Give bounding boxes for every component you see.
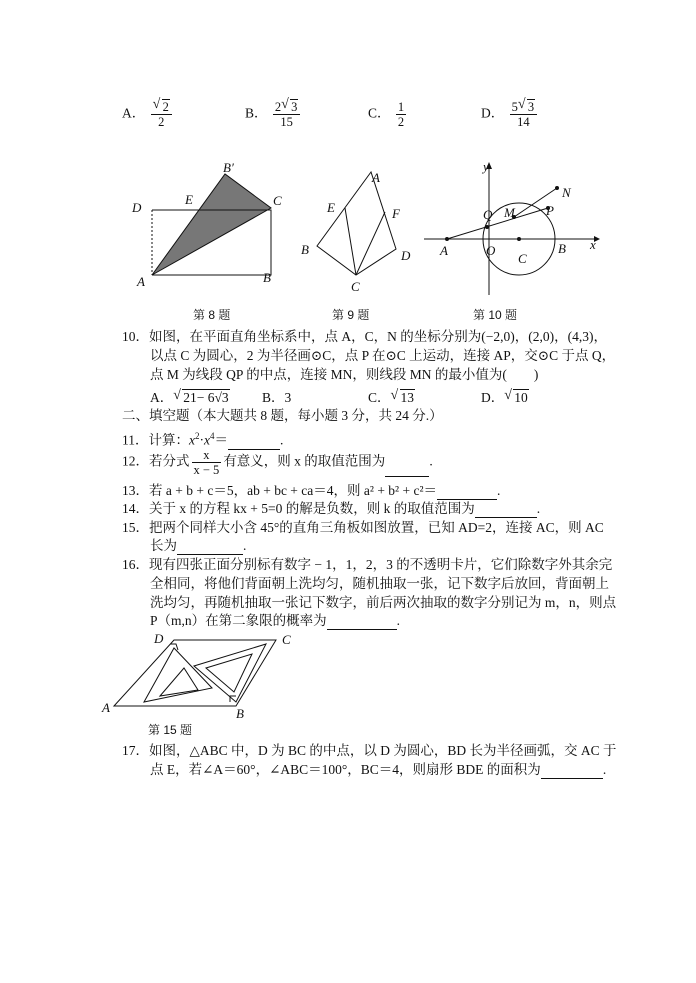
q17-line-1: 17．如图，△ABC 中，D 为 BC 的中点，以 D 为圆心，BD 长为半径画弧，交 AC 于 — [122, 743, 617, 758]
fig10-label-x: x — [590, 237, 596, 252]
q13-answer-blank[interactable] — [437, 485, 497, 500]
fig10-label-y: y — [483, 159, 489, 174]
fig8-label-d: D — [132, 200, 142, 215]
fig9-label-f: F — [392, 206, 400, 221]
fig10-point-n — [555, 186, 559, 190]
q16-line-4: P（m,n）在第二象限的概率为 . — [150, 613, 401, 628]
fig15-parallelogram — [114, 640, 276, 706]
q11: 11．计算：$x^2\cdot x^4=$ . — [122, 431, 284, 448]
q10-option-d: D． √ 10 — [481, 388, 528, 405]
fig9-quadrilateral — [317, 172, 396, 275]
figure-9 — [295, 160, 425, 295]
fig9-label-b: B — [301, 242, 309, 257]
fig9-label-c: C — [351, 279, 360, 294]
fig10-point-q — [485, 225, 489, 229]
figure-15 — [98, 630, 298, 722]
q17-answer-blank[interactable] — [541, 764, 603, 779]
fig10-caption: 第 10 题 — [473, 308, 518, 322]
q14: 14．关于 x 的方程 kx + 5=0 的解是负数，则 k 的取值范围为 . — [122, 501, 541, 516]
fig10-label-c: C — [518, 251, 527, 266]
fig8-label-a: A — [137, 274, 145, 289]
fig15-label-d: D — [154, 631, 164, 646]
q15-line-2: 长为 . — [150, 538, 247, 553]
fig15-right-angle-mark-d — [170, 644, 178, 650]
q14-answer-blank[interactable] — [475, 503, 537, 518]
q10-line-1: 10．如图，在平面直角坐标系中，点 A，C，N 的坐标分别为(−2,0)，(2,0)，(4,3)， — [122, 329, 607, 344]
fig9-label-a: A — [372, 170, 380, 185]
q9-option-a: A． √ 2 2 — [122, 100, 174, 129]
fig9-label-d: D — [401, 248, 411, 263]
fig9-label-e: E — [327, 200, 335, 215]
q16-line-2: 全相同，将他们背面朝上洗均匀，随机抽取一张，记下数字后放回，背面朝上 — [150, 576, 609, 591]
q16-line-1: 16．现有四张正面分别标有数字 − 1，1，2，3 的不透明卡片，它们除数字外其余完 — [122, 557, 613, 572]
figure-8 — [120, 158, 295, 293]
q10-option-c: C． √ 13 — [368, 388, 415, 405]
figure-10 — [418, 155, 603, 300]
q16-answer-blank[interactable] — [327, 615, 397, 630]
fig8-label-b: B — [263, 270, 271, 285]
q10-option-a: A． √ 21− 6√3 — [150, 388, 229, 405]
q17-line-2: 点 E，若∠A＝60°，∠ABC＝100°，BC＝4，则扇形 BDE 的面积为 . — [150, 762, 607, 777]
fig10-label-q: Q — [483, 207, 493, 222]
q12: 12．若分式 $\frac{x}{x - 5}$ 有意义，则 x 的取值范围为 . — [122, 448, 433, 477]
fig8-shaded-triangle — [152, 174, 271, 275]
fig8-label-bprime: B′ — [223, 160, 234, 175]
fig10-label-p: P — [546, 203, 554, 218]
fig9-caption: 第 9 题 — [332, 308, 370, 322]
fig15-inner-triangle-2 — [206, 654, 252, 692]
section-2-heading: 二、填空题（本大题共 8 题，每小题 3 分，共 24 分.） — [122, 408, 443, 423]
q9-option-c: C． $\frac{1}{2}$ — [368, 100, 405, 129]
fig10-line-ap — [447, 208, 548, 239]
q13: 13．若 a + b + c＝5，ab + bc + ca＝4，则 a² + b² + c²＝ . — [122, 483, 501, 498]
fig10-point-c — [517, 237, 521, 241]
fig9-line-ec — [345, 208, 356, 275]
q10-line-2: 以点 C 为圆心，2 为半径画⊙C，点 P 在⊙C 上运动，连接 AP，交⊙C 于点 Q， — [150, 348, 616, 363]
q9-option-b: B． 2 √ 3 15 — [245, 100, 302, 129]
fig10-label-o: O — [486, 243, 496, 258]
q15-line-1: 15．把两个同样大小含 45°的直角三角板如图放置，已知 AD=2，连接 AC，则 AC — [122, 520, 604, 535]
q16-line-3: 洗均匀，再随机抽取一张记下数字，前后两次抽取的数字分别记为 m，n，则点 — [150, 595, 617, 610]
fig10-label-a: A — [440, 243, 448, 258]
q15-answer-blank[interactable] — [177, 540, 243, 555]
fig10-label-b: B — [558, 241, 566, 256]
fig10-point-a — [445, 237, 449, 241]
fig8-label-c: C — [273, 193, 282, 208]
fig10-label-n: N — [562, 185, 571, 200]
q9-option-d: D． 5 √ 3 14 — [481, 100, 539, 129]
fig15-caption: 第 15 题 — [148, 723, 193, 737]
q10-option-b: B．3 — [262, 390, 292, 405]
fig15-label-a: A — [102, 700, 110, 715]
fig8-caption: 第 8 题 — [193, 308, 231, 322]
q12-answer-blank[interactable] — [385, 462, 429, 477]
q10-line-3: 点 M 为线段 QP 的中点，连接 MN，则线段 MN 的最小值为( ) — [150, 367, 539, 382]
fig8-label-e: E — [185, 192, 193, 207]
fig15-label-c: C — [282, 632, 291, 647]
fig15-triangle-2 — [194, 644, 266, 702]
fig10-label-m: M — [504, 205, 515, 220]
fig15-label-b: B — [236, 706, 244, 721]
